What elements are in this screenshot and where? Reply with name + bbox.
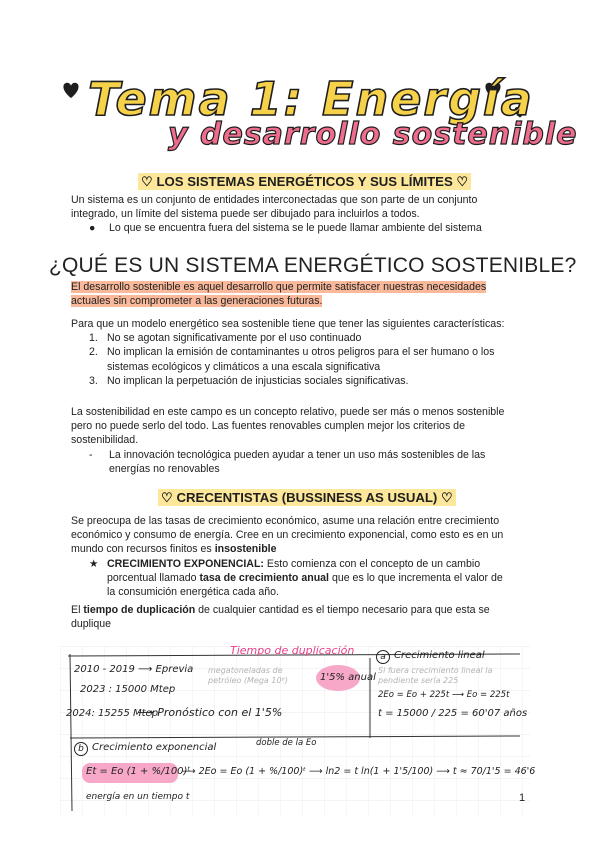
- handwritten-notes: [60, 644, 536, 816]
- growth-badge: 1'5% anual: [320, 672, 376, 683]
- section-heading-sistemas: ♡ LOS SISTEMAS ENERGÉTICOS Y SUS LÍMITES ♡: [138, 173, 471, 191]
- equation: 2Eo = Eo + 225t ⟶ Eo = 225t: [378, 690, 510, 700]
- note-line: 2010 - 2019 ⟶ Eprevia: [74, 664, 194, 675]
- list-item: ● Lo que se encuentra fuera del sistema se le puede llamar ambiente del sistema: [89, 222, 482, 235]
- list-item: ★ CRECIMIENTO EXPONENCIAL: Esto comienza con el concepto de un cambio porcentual llamado tasa de crecimiento anual que es lo que incrementa el valor de la consumición energética cada año.: [89, 557, 503, 599]
- note-line: ⟶ Pronóstico con el 1'5%: [138, 706, 283, 719]
- heart-doodle-icon: [60, 80, 82, 100]
- list-item: 1. No se agotan significativamente por el uso continuado: [89, 332, 362, 345]
- circle-b-label: b: [74, 742, 88, 756]
- page-number: 1: [519, 792, 526, 804]
- equation: t = 15000 / 225 = 60'07 años: [378, 708, 528, 719]
- section1-body: Un sistema es un conjunto de entidades interconectadas que son parte de un conjunto integrado, un límite del sistema puede ser dibujado para incluirlos a todos. ● Lo que se encuentra fuera del sistema se le puede llamar ambiente del sistema: [71, 193, 541, 236]
- characteristics-list: Para que un modelo energético sea sostenible tiene que tener las siguientes características: 1. No se agotan significativamente por el uso continuado 2. No implican la emisión de contaminantes u otros peligros para el ser humano o los sistemas ecológicos y climáticos a una escala significativa 3. No implican la perpetuación de injusticias sociales significativas.: [71, 317, 541, 388]
- list-item: 3. No implican la perpetuación de injusticias sociales significativas.: [89, 374, 409, 387]
- section3-body: Se preocupa de las tasas de crecimiento económico, asume una relación entre crecimiento económico y consumo de energía. Cree en un crecimiento exponencial, como esto es en un mundo con recursos finitos es insostenible ★ CRECIMIENTO EXPONENCIAL: Esto comienza con el concepto de un cambio porcentual llamado tasa de crecimiento anual que es lo que incrementa el valor de la consumición energética cada año. El tiempo de duplicación de cualquier cantidad es el tiempo necesario para que esta se duplique: [71, 514, 546, 632]
- note-line: 2024: 15255 Mtep: [66, 708, 159, 719]
- notes-title: Tiempo de duplicación: [230, 644, 355, 657]
- definition-highlight: El desarrollo sostenible es aquel desarrollo que permite satisfacer nuestras necesidades actuales sin comprometer a las generaciones futuras.: [71, 281, 487, 308]
- note-line: energía en un tiempo t: [86, 792, 190, 802]
- note-line: doble de la Eo: [256, 738, 317, 748]
- section-heading-sostenible: ¿QUÉ ES UN SISTEMA ENERGÉTICO SOSTENIBLE?: [49, 254, 577, 277]
- page-title: Tema 1: Energía: [88, 72, 534, 126]
- linear-growth-title: Crecimiento lineal: [394, 650, 485, 661]
- equation-highlight: Et = Eo (1 + %/100)ᵗ: [86, 766, 191, 777]
- circle-a-label: a: [376, 650, 390, 664]
- section-heading-crecentistas: ♡ CRECENTISTAS (BUSSINESS AS USUAL) ♡: [158, 489, 456, 507]
- note-line: 2023 : 15000 Mtep: [80, 684, 176, 695]
- list-item: - La innovación tecnológica pueden ayudar a tener un uso más sostenibles de las energías no renovables: [89, 448, 486, 475]
- sustainability-paragraph: La sostenibilidad en este campo es un concepto relativo, puede ser más o menos sostenible pero no puede serlo del todo. Las fuentes renovables cumplen mejor los criterios de sostenibilidad. - La innovación tecnológica pueden ayudar a tener un uso más sostenibles de las energías no renovables: [71, 405, 541, 476]
- note-grey: Si fuera crecimiento lineal la pendiente sería 225: [378, 666, 493, 685]
- page-subtitle: y desarrollo sostenible: [168, 117, 578, 152]
- exponential-growth-title: Crecimiento exponencial: [92, 742, 217, 753]
- list-item: 2. No implican la emisión de contaminantes u otros peligros para el ser humano o los sistemas ecológicos y climáticos a una escala significativa: [89, 346, 495, 373]
- equation: ⟶ 2Eo = Eo (1 + %/100)ᵗ ⟶ ln2 = t ln(1 + 1'5/100) ⟶ t ≈ 70/1'5 = 46'6: [182, 766, 536, 777]
- note-grey: megatoneladas de petróleo (Mega 10⁶): [208, 666, 288, 685]
